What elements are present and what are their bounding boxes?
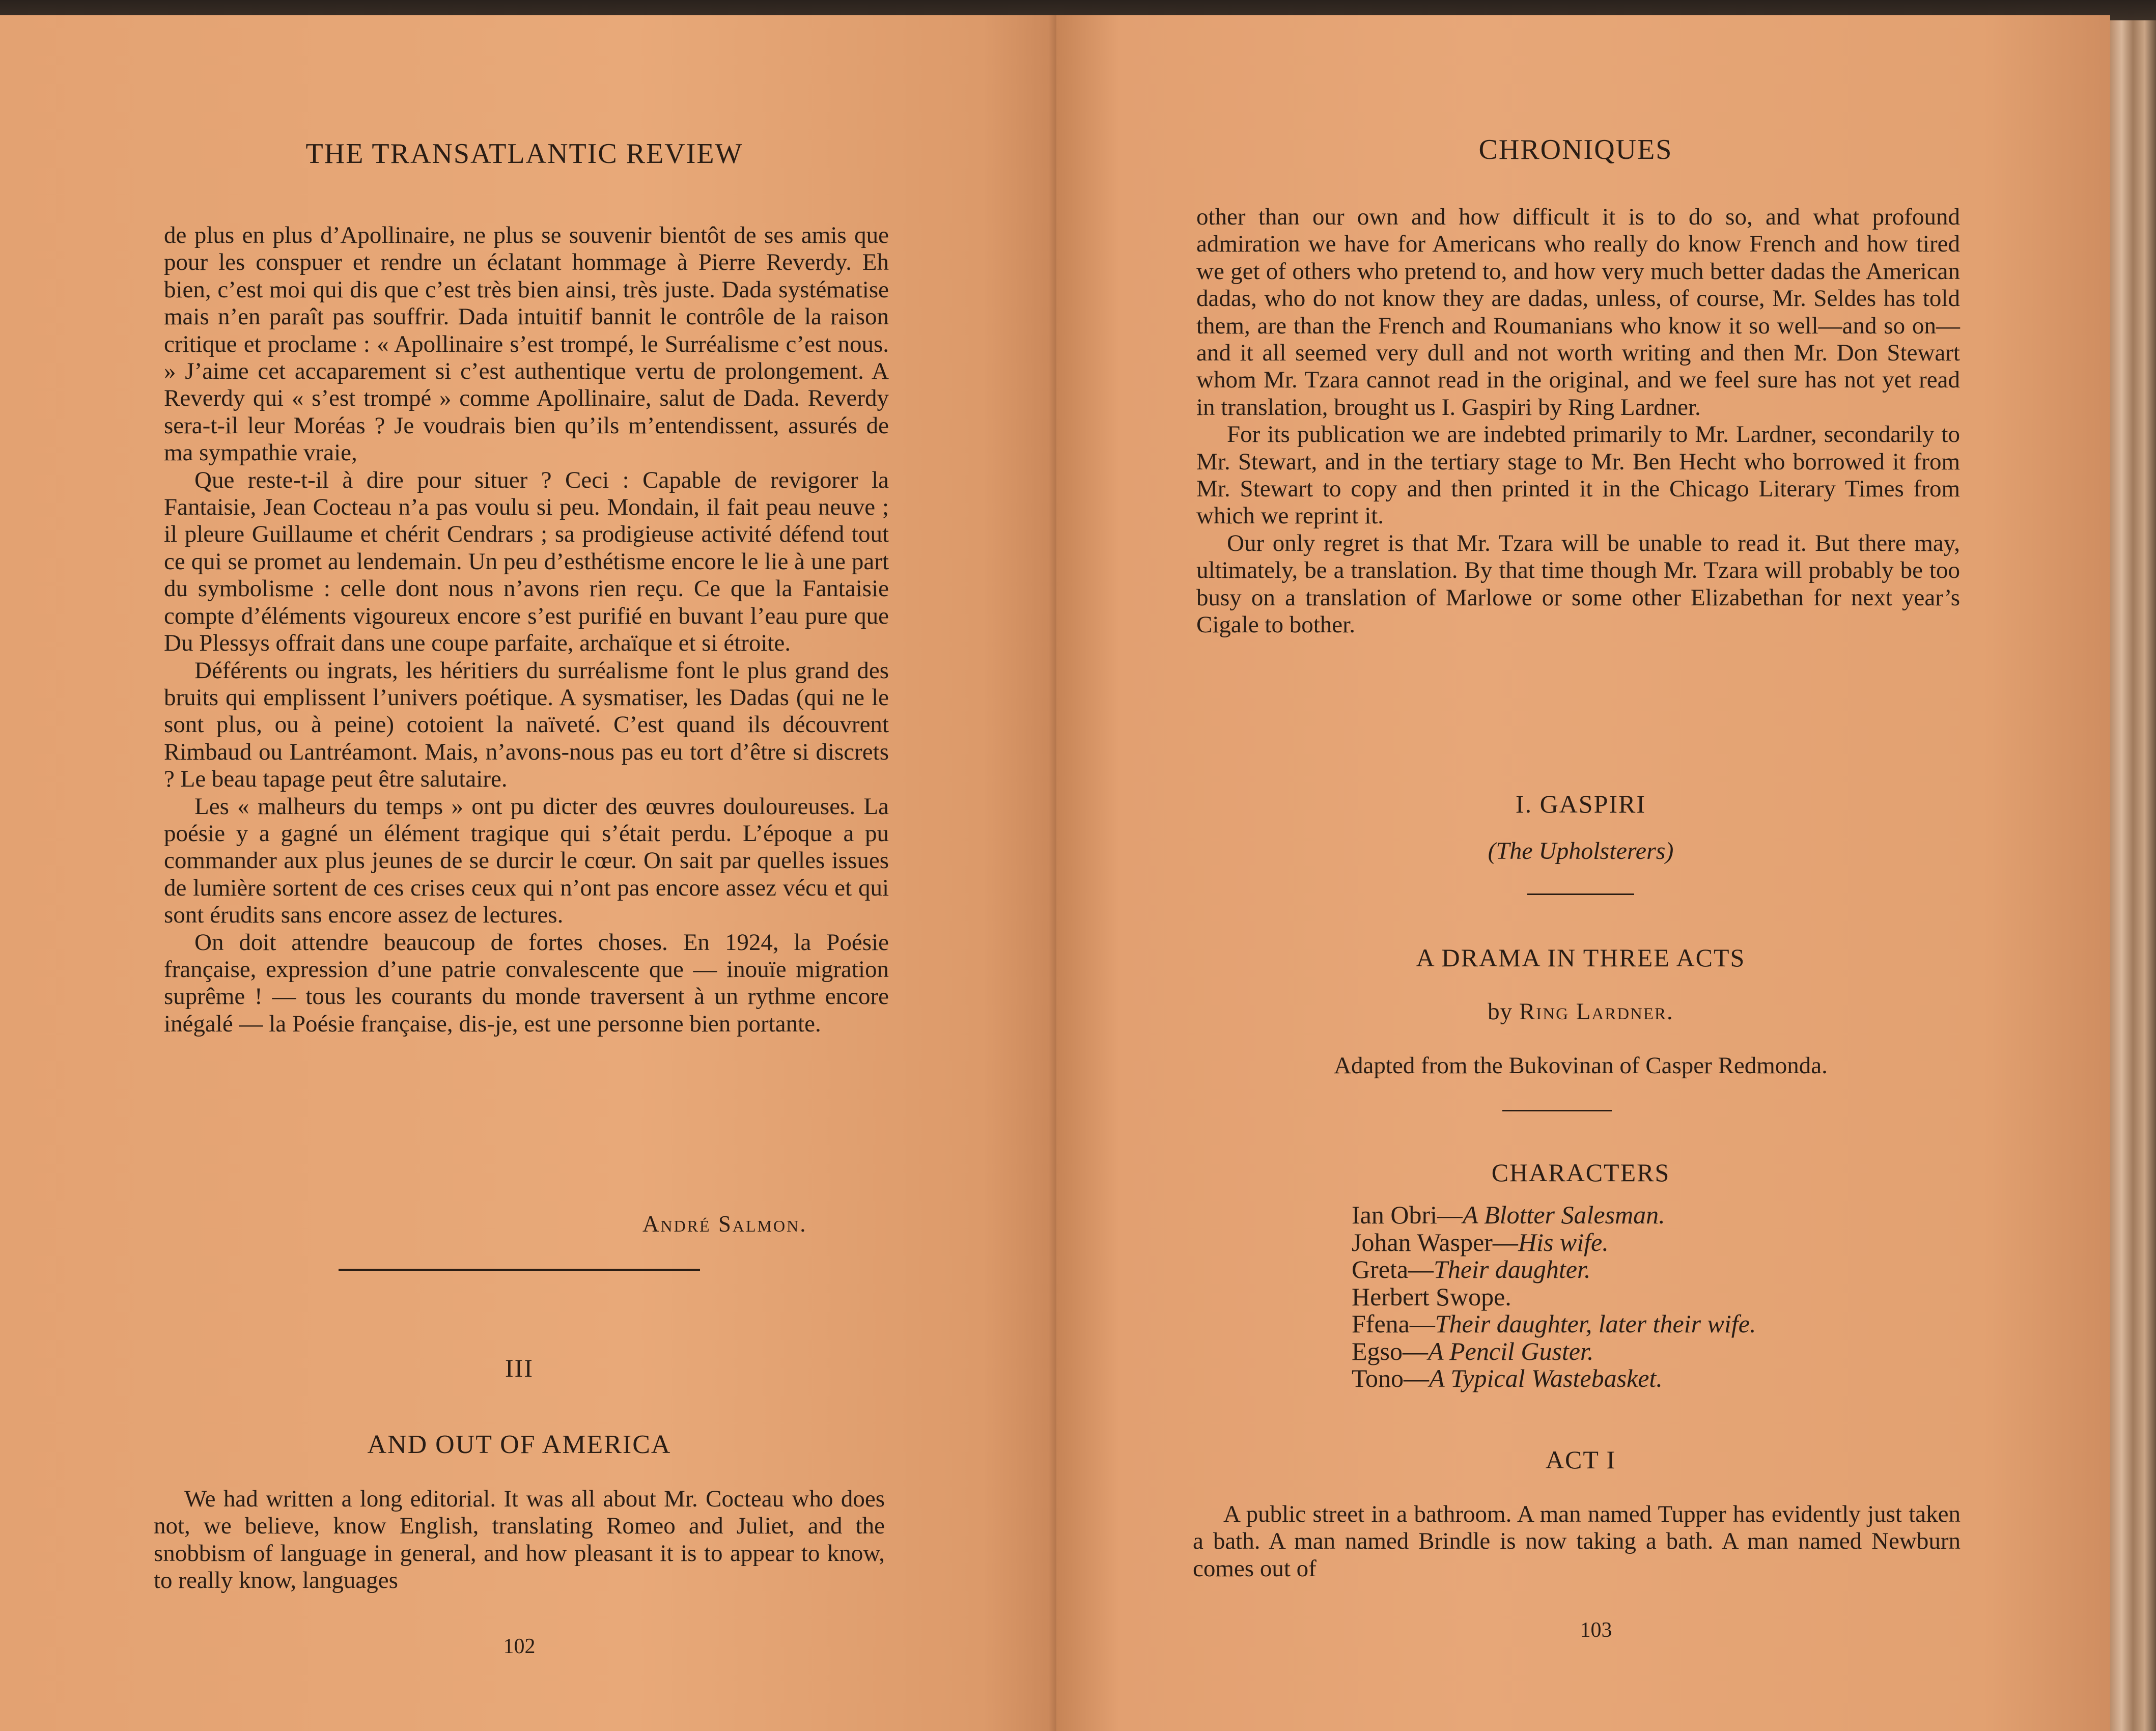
character-4: Herbert Swope. — [1352, 1282, 1511, 1311]
play-title: I. GASPIRI — [1515, 790, 1646, 818]
left-paragraph-3: Déférents ou ingrats, les héritiers du surréalisme font le plus grand des bruits qui emplissent l’univers poétique. A sysmatiser, les Dadas (qui ne le sont plus, ou à peine) cotoient la naïveté. C’est quand ils découvrent Rimbaud ou Lantréamont. Mais, n’avons-nous pas eu tort d’être si discrets ? Le beau tapage peut être salutaire. — [164, 657, 889, 793]
character-5: Ffena—Their daughter, later their wife. — [1352, 1309, 1756, 1338]
right-page — [1056, 15, 2110, 1731]
left-editorial-text — [154, 1486, 885, 1595]
left-signature: André Salmon. — [642, 1211, 807, 1237]
right-paragraph-1: other than our own and how difficult it is to do so, and what profound admiration we have for Americans who really do know French and how tired we get of others who pretend to, and how very much better dadas the American dadas, who do not know they are dadas, unless, of course, Mr. Seldes has told them, are than the French and Roumanians who know it so well—and so on—and it all seemed very dull and not worth writing and then Mr. Don Stewart whom Mr. Tzara cannot read in the original, and we feel sure has not yet read in translation, brought us I. Gaspiri by Ring Lardner. — [1196, 204, 1960, 421]
character-1: Ian Obri—A Blotter Salesman. — [1352, 1200, 1665, 1229]
author-name: Ring Lardner. — [1519, 998, 1674, 1025]
right-paragraph-2: For its publication we are indebted primarily to Mr. Lardner, secondarily to Mr. Stewart, and in the tertiary stage to Mr. Ben Hecht who borrowed it from Mr. Stewart to copy and then printed it in the Chicago Literary Times from which we reprint it. — [1196, 421, 1960, 529]
book-page-edge — [2110, 20, 2156, 1731]
act-text: A public street in a bathroom. A man named Tupper has evidently just taken a bath. A man named Brindle is now taking a bath. A man named Newburn comes out of — [1193, 1501, 1961, 1582]
act-heading: ACT I — [1545, 1445, 1616, 1474]
left-page-number: 102 — [503, 1635, 536, 1658]
character-7: Tono—A Typical Wastebasket. — [1352, 1364, 1663, 1392]
left-body-text — [164, 222, 889, 1038]
right-page-number: 103 — [1580, 1618, 1612, 1642]
right-body-text — [1196, 204, 1960, 639]
adapted-line: Adapted from the Bukovinan of Casper Redmonda. — [1334, 1052, 1828, 1079]
section-number: III — [505, 1354, 534, 1382]
right-running-head: CHRONIQUES — [1478, 134, 1673, 165]
editorial-paragraph: We had written a long editorial. It was all about Mr. Cocteau who does not, we believe, know English, translating Romeo and Juliet, and the snobbism of language in general, and how pleasant it is to appear to know, to really know, languages — [154, 1486, 885, 1594]
character-3: Greta—Their daughter. — [1352, 1255, 1591, 1283]
left-section-rule — [339, 1269, 700, 1271]
section-title: AND OUT OF AMERICA — [367, 1430, 671, 1459]
drama-heading: A DRAMA IN THREE ACTS — [1416, 943, 1746, 972]
left-paragraph-4: Les « malheurs du temps » ont pu dicter des œuvres douloureuses. La poésie y a gagné un élément tragique qui s’était perdu. L’époque a pu commander aux plus jeunes de se durcir le cœur. On sait par quelles issues de lumière sortent de ces crises ceux qui n’ont pas encore assez vécu et qui sont érudits sans encore assez de lectures. — [164, 793, 889, 929]
left-paragraph-2: Que reste-t-il à dire pour situer ? Ceci : Capable de revigorer la Fantaisie, Jean Cocteau n’a pas voulu si peu. Mondain, il fait peau neuve ; il pleure Guillaume et chérit Cendrars ; sa prodigieuse activité défend tout ce qui se promet au lendemain. Un peu d’esthétisme encore le lie à une part du symbolisme : celle dont nous n’avons rien reçu. Ce que la Fantaisie compte d’éléments vigoureux encore s’est purifié en buvant l’eau pure que Du Plessys offrait dans une coupe parfaite, archaïque et si étroite. — [164, 466, 889, 657]
characters-heading: CHARACTERS — [1491, 1158, 1670, 1187]
right-paragraph-3: Our only regret is that Mr. Tzara will be unable to read it. But there may, ultimately, be a translation. By that time though Mr. Tzara will probably be too busy on a translation of Marlowe or some other Elizabethan for next year’s Cigale to bother. — [1196, 529, 1960, 638]
adapted-rule — [1502, 1110, 1612, 1111]
left-paragraph-1: de plus en plus d’Apollinaire, ne plus se souvenir bientôt de ses amis que pour les conspuer et rendre un éclatant hommage à Pierre Reverdy. Eh bien, c’est moi qui dis que c’est très bien ainsi, très juste. Dada systématise mais n’en paraît pas souffrir. Dada intuitif bannit le contrôle de la raison critique et proclame : « Apollinaire s’est trompé, le Surréalisme c’est nous. » J’aime cet accaparement si c’est authentique vertu de prolongement. A Reverdy qui « s’est trompé » comme Apollinaire, salut de Dada. Reverdy sera-t-il leur Moréas ? Je voudrais bien qu’ils m’entendissent, assurés de ma sympathie vraie, — [164, 222, 889, 466]
act-text-block — [1193, 1501, 1961, 1582]
character-6: Egso—A Pencil Guster. — [1352, 1336, 1594, 1365]
left-paragraph-5: On doit attendre beaucoup de fortes choses. En 1924, la Poésie française, expression d’une patrie convalescente que — inouïe migration suprême ! — tous les courants du monde traversent à un rythme encore inégalé — la Poésie française, dis-je, est une personne bien portante. — [164, 929, 889, 1037]
left-page — [0, 15, 1056, 1731]
characters-list — [1352, 1202, 1756, 1392]
byline-prefix: by — [1488, 998, 1513, 1025]
title-rule — [1527, 894, 1634, 895]
play-subtitle: (The Upholsterers) — [1488, 837, 1674, 864]
byline — [1372, 998, 1789, 1025]
left-running-head: THE TRANSATLANTIC REVIEW — [305, 138, 743, 170]
character-2: Johan Wasper—His wife. — [1352, 1227, 1609, 1257]
